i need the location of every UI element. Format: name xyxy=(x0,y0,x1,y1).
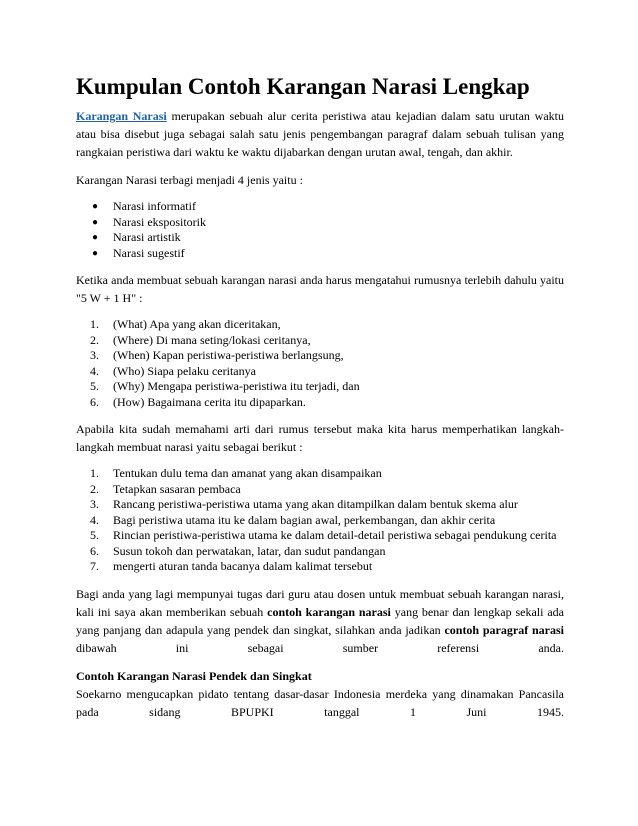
list-item: 4. (Who) Siapa pelaku ceritanya xyxy=(90,363,256,378)
steps-intro: Apabila kita sudah memahami arti dari rumus tersebut maka kita harus memperhatikan langkah-langkah membuat narasi yaitu sebagai berikut : xyxy=(76,422,564,454)
list-item: ● Narasi sugestif xyxy=(92,245,185,260)
list-item: 6. Susun tokoh dan perwatakan, latar, dan sudut pandangan xyxy=(90,543,386,558)
list-item: 5. (Why) Mengapa peristiwa-peristiwa itu terjadi, dan xyxy=(90,379,360,393)
formula-list xyxy=(76,317,564,410)
list-item: 3. Rancang peristiwa-peristiwa utama yang akan ditampilkan dalam bentuk skema alur xyxy=(90,497,518,511)
list-item: ● Narasi artistik xyxy=(92,230,181,244)
list-item: ● Narasi ekspositorik xyxy=(92,214,206,229)
section-subheading: Contoh Karangan Narasi Pendek dan Singkat xyxy=(76,668,312,683)
list-item: 1. Tentukan dulu tema dan amanat yang akan disampaikan xyxy=(90,466,382,480)
list-item: 3. (When) Kapan peristiwa-peristiwa berlangsung, xyxy=(90,348,344,362)
bold-phrase: contoh paragraf narasi xyxy=(444,622,564,637)
page-title: Kumpulan Contoh Karangan Narasi Lengkap xyxy=(76,74,530,99)
intro-paragraph xyxy=(76,107,564,161)
list-item: 7. mengerti aturan tanda bacanya dalam kalimat tersebut xyxy=(90,559,373,573)
list-item: 6. (How) Bagaimana cerita itu dipaparkan. xyxy=(90,394,306,409)
list-item: 5. Rincian peristiwa-peristiwa utama ke dalam detail-detail peristiwa sebagai pendukung cerita xyxy=(90,528,557,542)
intro-text: merupakan sebuah alur cerita peristiwa atau kejadian dalam satu urutan waktu atau bisa disebut juga sebagai salah satu jenis pengembangan paragraf dalam sebuah tulisan yang rangkaian peristiwa dari waktu ke waktu dijabarkan dengan urutan awal, tengah, dan akhir. xyxy=(76,109,564,159)
document-page xyxy=(76,72,564,721)
bullet-icon: ● xyxy=(92,216,99,228)
bullet-icon: ● xyxy=(92,247,99,259)
list-item: 2. (Where) Di mana seting/lokasi ceritanya, xyxy=(90,332,311,347)
formula-intro: Ketika anda membuat sebuah karangan narasi anda harus mengatahui rumusnya terlebih dahulu yaitu "5 W + 1 H" : xyxy=(76,273,564,305)
closing-paragraph: Bagi anda yang lagi mempunyai tugas dari guru atau dosen untuk membuat sebuah karangan narasi, kali ini saya akan memberikan sebuah contoh karangan narasi yang benar dan lengkap sekali ada yang panjang dan adapula yang pendek dan singkat, silahkan anda jadikan contoh paragraf narasi dibawah ini sebagai sumber referensi anda. xyxy=(76,586,564,655)
bullet-icon: ● xyxy=(92,232,99,243)
bullet-icon: ● xyxy=(92,201,99,212)
list-item: ● Narasi informatif xyxy=(92,199,196,213)
steps-list xyxy=(76,466,564,575)
list-item: 4. Bagi peristiwa utama itu ke dalam bagian awal, perkembangan, dan akhir cerita xyxy=(90,512,496,527)
list-item: 1. (What) Apa yang akan diceritakan, xyxy=(90,317,281,331)
karangan-narasi-link[interactable]: Karangan Narasi xyxy=(76,109,167,123)
bold-phrase: contoh karangan narasi xyxy=(267,604,391,619)
story-paragraph: Soekarno mengucapkan pidato tentang dasar-dasar Indonesia merdeka yang dinamakan Pancasila pada sidang BPUPKI tanggal 1 Juni 1945. xyxy=(76,686,564,719)
types-intro: Karangan Narasi terbagi menjadi 4 jenis yaitu : xyxy=(76,173,303,187)
list-item: 2. Tetapkan sasaran pembaca xyxy=(90,481,241,496)
types-list xyxy=(76,199,564,261)
